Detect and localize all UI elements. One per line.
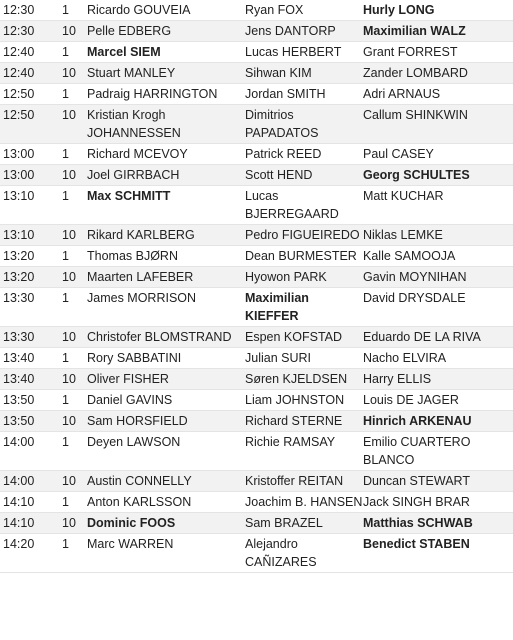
tee-number-cell: 10 [62, 105, 87, 144]
player-name-cell: Emilio CUARTERO BLANCO [363, 432, 513, 471]
tee-time-cell: 13:00 [0, 165, 62, 186]
player-name-cell: Harry ELLIS [363, 369, 513, 390]
tee-number-cell: 1 [62, 534, 87, 573]
player-name-cell: Maximilian WALZ [363, 21, 513, 42]
player-name-cell: Oliver FISHER [87, 369, 245, 390]
tee-number-cell: 10 [62, 267, 87, 288]
player-name-cell: Marc WARREN [87, 534, 245, 573]
player-name-cell: Richard STERNE [245, 411, 363, 432]
tee-number-cell: 10 [62, 471, 87, 492]
player-name-cell: Richie RAMSAY [245, 432, 363, 471]
player-name-cell: Daniel GAVINS [87, 390, 245, 411]
player-name-cell: Marcel SIEM [87, 42, 245, 63]
player-name-cell: Matt KUCHAR [363, 186, 513, 225]
player-name-cell: Rory SABBATINI [87, 348, 245, 369]
player-name-cell: Matthias SCHWAB [363, 513, 513, 534]
tee-time-cell: 12:50 [0, 84, 62, 105]
tee-number-cell: 10 [62, 165, 87, 186]
player-name-cell: Lucas BJERREGAARD [245, 186, 363, 225]
player-name-cell: Kalle SAMOOJA [363, 246, 513, 267]
tee-time-cell: 13:10 [0, 225, 62, 246]
player-name-cell: Kristian Krogh JOHANNESSEN [87, 105, 245, 144]
player-name-cell: Lucas HERBERT [245, 42, 363, 63]
player-name-cell: Maarten LAFEBER [87, 267, 245, 288]
tee-time-cell: 12:40 [0, 63, 62, 84]
tee-time-cell: 12:30 [0, 21, 62, 42]
table-row [0, 348, 513, 369]
player-name-cell: Louis DE JAGER [363, 390, 513, 411]
table-row [0, 327, 513, 348]
tee-number-cell: 10 [62, 63, 87, 84]
tee-time-cell: 12:30 [0, 0, 62, 21]
tee-time-cell: 13:50 [0, 411, 62, 432]
tee-number-cell: 1 [62, 42, 87, 63]
tee-time-cell: 14:20 [0, 534, 62, 573]
tee-number-cell: 1 [62, 186, 87, 225]
player-name-cell: Julian SURI [245, 348, 363, 369]
table-row [0, 534, 513, 573]
table-row [0, 0, 513, 21]
player-name-cell: Ricardo GOUVEIA [87, 0, 245, 21]
player-name-cell: Max SCHMITT [87, 186, 245, 225]
tee-number-cell: 10 [62, 369, 87, 390]
table-row [0, 144, 513, 165]
player-name-cell: Søren KJELDSEN [245, 369, 363, 390]
player-name-cell: Joel GIRRBACH [87, 165, 245, 186]
tee-time-cell: 13:00 [0, 144, 62, 165]
tee-time-cell: 13:40 [0, 369, 62, 390]
player-name-cell: Maximilian KIEFFER [245, 288, 363, 327]
tee-number-cell: 10 [62, 225, 87, 246]
player-name-cell: Jack SINGH BRAR [363, 492, 513, 513]
player-name-cell: Stuart MANLEY [87, 63, 245, 84]
tee-number-cell: 1 [62, 0, 87, 21]
table-row [0, 513, 513, 534]
player-name-cell: Callum SHINKWIN [363, 105, 513, 144]
player-name-cell: Dean BURMESTER [245, 246, 363, 267]
player-name-cell: Paul CASEY [363, 144, 513, 165]
player-name-cell: Benedict STABEN [363, 534, 513, 573]
table-row [0, 21, 513, 42]
player-name-cell: Adri ARNAUS [363, 84, 513, 105]
table-row [0, 492, 513, 513]
player-name-cell: Hurly LONG [363, 0, 513, 21]
table-row [0, 165, 513, 186]
table-row [0, 186, 513, 225]
tee-number-cell: 1 [62, 288, 87, 327]
tee-time-cell: 14:00 [0, 471, 62, 492]
player-name-cell: Sihwan KIM [245, 63, 363, 84]
player-name-cell: Hyowon PARK [245, 267, 363, 288]
player-name-cell: Christofer BLOMSTRAND [87, 327, 245, 348]
tee-number-cell: 1 [62, 390, 87, 411]
tee-time-cell: 13:10 [0, 186, 62, 225]
table-row [0, 471, 513, 492]
tee-time-cell: 13:30 [0, 288, 62, 327]
player-name-cell: Anton KARLSSON [87, 492, 245, 513]
tee-time-cell: 13:20 [0, 267, 62, 288]
table-row [0, 225, 513, 246]
table-row [0, 267, 513, 288]
table-row [0, 105, 513, 144]
player-name-cell: Kristoffer REITAN [245, 471, 363, 492]
player-name-cell: Duncan STEWART [363, 471, 513, 492]
player-name-cell: Pedro FIGUEIREDO [245, 225, 363, 246]
tee-number-cell: 1 [62, 84, 87, 105]
table-row [0, 432, 513, 471]
player-name-cell: Pelle EDBERG [87, 21, 245, 42]
tee-time-cell: 14:10 [0, 492, 62, 513]
player-name-cell: Zander LOMBARD [363, 63, 513, 84]
player-name-cell: Padraig HARRINGTON [87, 84, 245, 105]
tee-time-cell: 13:40 [0, 348, 62, 369]
player-name-cell: James MORRISON [87, 288, 245, 327]
player-name-cell: Deyen LAWSON [87, 432, 245, 471]
tee-number-cell: 1 [62, 492, 87, 513]
player-name-cell: Patrick REED [245, 144, 363, 165]
player-name-cell: Richard MCEVOY [87, 144, 245, 165]
player-name-cell: Eduardo DE LA RIVA [363, 327, 513, 348]
tee-number-cell: 10 [62, 411, 87, 432]
tee-number-cell: 1 [62, 348, 87, 369]
player-name-cell: Niklas LEMKE [363, 225, 513, 246]
table-row [0, 288, 513, 327]
table-row [0, 63, 513, 84]
player-name-cell: Dimitrios PAPADATOS [245, 105, 363, 144]
player-name-cell: Georg SCHULTES [363, 165, 513, 186]
tee-time-cell: 14:00 [0, 432, 62, 471]
tee-number-cell: 10 [62, 513, 87, 534]
table-row [0, 411, 513, 432]
table-row [0, 42, 513, 63]
player-name-cell: Ryan FOX [245, 0, 363, 21]
player-name-cell: Sam HORSFIELD [87, 411, 245, 432]
player-name-cell: Liam JOHNSTON [245, 390, 363, 411]
player-name-cell: Gavin MOYNIHAN [363, 267, 513, 288]
tee-time-cell: 12:40 [0, 42, 62, 63]
table-row [0, 369, 513, 390]
player-name-cell: Jordan SMITH [245, 84, 363, 105]
tee-number-cell: 1 [62, 246, 87, 267]
tee-time-cell: 12:50 [0, 105, 62, 144]
tee-time-cell: 14:10 [0, 513, 62, 534]
player-name-cell: Grant FORREST [363, 42, 513, 63]
tee-number-cell: 10 [62, 327, 87, 348]
tee-number-cell: 1 [62, 432, 87, 471]
player-name-cell: Joachim B. HANSEN [245, 492, 363, 513]
table-row [0, 390, 513, 411]
player-name-cell: Sam BRAZEL [245, 513, 363, 534]
player-name-cell: Hinrich ARKENAU [363, 411, 513, 432]
tee-time-cell: 13:30 [0, 327, 62, 348]
player-name-cell: Jens DANTORP [245, 21, 363, 42]
player-name-cell: Rikard KARLBERG [87, 225, 245, 246]
player-name-cell: Thomas BJØRN [87, 246, 245, 267]
tee-number-cell: 10 [62, 21, 87, 42]
player-name-cell: Nacho ELVIRA [363, 348, 513, 369]
player-name-cell: Scott HEND [245, 165, 363, 186]
table-row [0, 246, 513, 267]
tee-number-cell: 1 [62, 144, 87, 165]
player-name-cell: Dominic FOOS [87, 513, 245, 534]
table-row [0, 84, 513, 105]
player-name-cell: Austin CONNELLY [87, 471, 245, 492]
tee-time-cell: 13:50 [0, 390, 62, 411]
player-name-cell: Espen KOFSTAD [245, 327, 363, 348]
player-name-cell: David DRYSDALE [363, 288, 513, 327]
player-name-cell: Alejandro CAÑIZARES [245, 534, 363, 573]
tee-time-cell: 13:20 [0, 246, 62, 267]
